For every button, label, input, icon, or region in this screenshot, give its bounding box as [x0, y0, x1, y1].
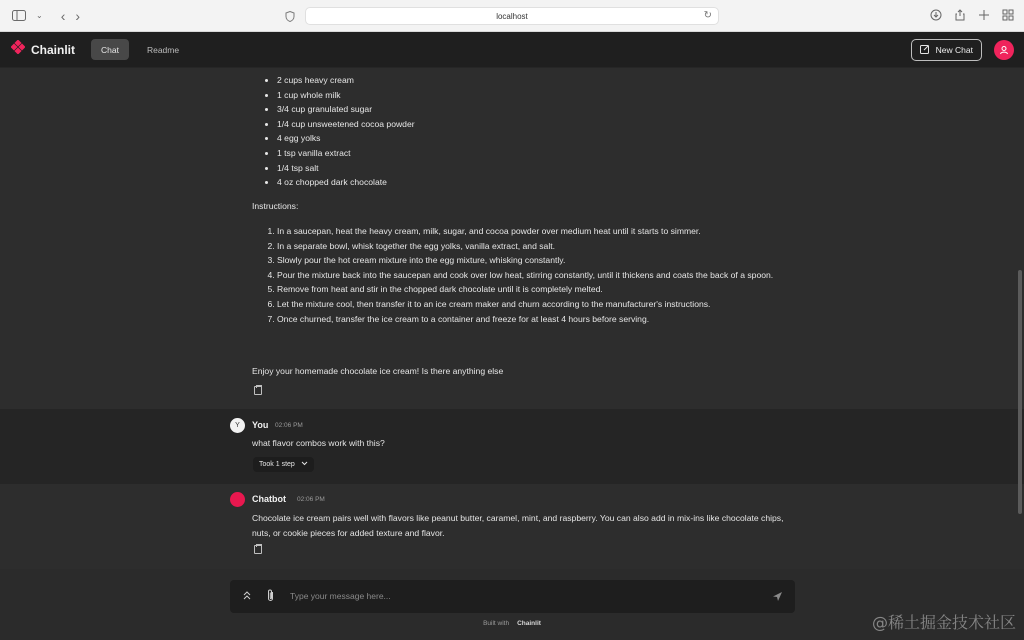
copy-icon[interactable]: [254, 545, 262, 554]
built-with-text: Built with: [483, 620, 510, 627]
attach-icon[interactable]: [266, 589, 275, 602]
chevron-down-icon[interactable]: ⌄: [36, 10, 43, 20]
browser-right-controls: [930, 8, 1014, 26]
user-message-avatar: Y: [230, 418, 245, 433]
new-tab-icon[interactable]: [978, 8, 990, 26]
closing-text: Enjoy your homemade chocolate ice cream! Is there anything else: [252, 366, 504, 376]
chainlit-logo-icon: [11, 40, 25, 59]
instructions-list: [252, 224, 792, 326]
ingredients-list: [255, 73, 795, 190]
message-author: Chatbot: [252, 494, 286, 504]
chatbot-avatar: [230, 492, 245, 507]
watermark-text: @稀土掘金技术社区: [871, 613, 1016, 632]
list-item: • 1 cup whole milk: [277, 88, 795, 103]
message-text: what flavor combos work with this?: [252, 438, 385, 448]
nav-tabs: [91, 39, 189, 60]
tab-overview-icon[interactable]: [1002, 8, 1014, 26]
tab-chat[interactable]: Chat: [91, 39, 129, 60]
address-text: localhost: [496, 11, 528, 21]
list-item: • 1/4 tsp salt: [277, 161, 795, 176]
list-item: 5. Remove from heat and stir in the chopped dark chocolate until it is completely melted.: [277, 282, 792, 297]
expand-icon[interactable]: [242, 590, 252, 600]
assistant-message-recipe: [0, 68, 1024, 409]
app-header: [0, 32, 1024, 68]
sidebar-toggle-icon[interactable]: [12, 10, 26, 21]
privacy-shield-icon[interactable]: [285, 9, 295, 27]
share-icon[interactable]: [954, 8, 966, 26]
message-text: Chocolate ice cream pairs well with flavors like peanut butter, caramel, mint, and raspberry. You can also add in mix-ins like chocolate chips, nuts, or cookie pieces for added texture and flavor.: [252, 513, 784, 538]
list-item: 4. Pour the mixture back into the saucepan and cook over low heat, stirring constantly, until it thickens and coats the back of a spoon.: [277, 268, 792, 283]
browser-left-controls: [0, 9, 250, 23]
new-chat-label: New Chat: [935, 45, 973, 55]
reload-icon[interactable]: ↻: [703, 10, 712, 21]
list-item: 6. Let the mixture cool, then transfer it to an ice cream maker and churn according to the manufacturer's instructions.: [277, 297, 792, 312]
chat-area: [0, 68, 1024, 571]
header-actions: [911, 39, 1014, 61]
browser-toolbar: [0, 0, 1024, 32]
list-item: 2. In a separate bowl, whisk together the egg yolks, vanilla extract, and salt.: [277, 239, 792, 254]
list-item: 3. Slowly pour the hot cream mixture into the egg mixture, whisking constantly.: [277, 253, 792, 268]
chevron-down-icon: [301, 461, 308, 468]
footer-brand[interactable]: Chainlit: [517, 620, 541, 627]
send-icon[interactable]: [772, 591, 783, 602]
edit-icon: [920, 44, 930, 56]
list-item: • 2 cups heavy cream: [277, 73, 795, 88]
instructions-heading: Instructions:: [252, 201, 299, 211]
scrollbar[interactable]: [1018, 270, 1022, 514]
list-item: 7. Once churned, transfer the ice cream to a container and freeze for at least 4 hours before serving.: [277, 312, 792, 327]
steps-toggle-button[interactable]: [253, 457, 314, 472]
list-item: • 4 oz chopped dark chocolate: [277, 175, 795, 190]
steps-label: Took 1 step: [259, 461, 295, 468]
list-item: • 1 tsp vanilla extract: [277, 146, 795, 161]
assistant-message: [0, 484, 1024, 569]
user-message: [0, 409, 1024, 484]
user-avatar[interactable]: [994, 40, 1014, 60]
message-timestamp: 02:06 PM: [275, 422, 303, 429]
address-bar[interactable]: [305, 7, 719, 25]
message-timestamp: 02:06 PM: [297, 496, 325, 503]
new-chat-button[interactable]: [911, 39, 982, 61]
list-item: 1. In a saucepan, heat the heavy cream, milk, sugar, and cocoa powder over medium heat until it starts to simmer.: [277, 224, 792, 239]
tab-readme[interactable]: Readme: [146, 44, 180, 55]
download-icon[interactable]: [930, 8, 942, 26]
list-item: • 3/4 cup granulated sugar: [277, 102, 795, 117]
message-composer: [230, 580, 795, 613]
brand[interactable]: [11, 40, 91, 59]
back-arrow-icon[interactable]: ‹: [60, 7, 66, 24]
forward-arrow-icon[interactable]: ›: [75, 7, 81, 24]
footer: [0, 620, 1024, 627]
message-author: You: [252, 420, 269, 430]
message-input[interactable]: [288, 588, 748, 604]
copy-icon[interactable]: [254, 386, 262, 395]
list-item: • 1/4 cup unsweetened cocoa powder: [277, 117, 795, 132]
list-item: • 4 egg yolks: [277, 131, 795, 146]
brand-name: Chainlit: [31, 42, 75, 57]
